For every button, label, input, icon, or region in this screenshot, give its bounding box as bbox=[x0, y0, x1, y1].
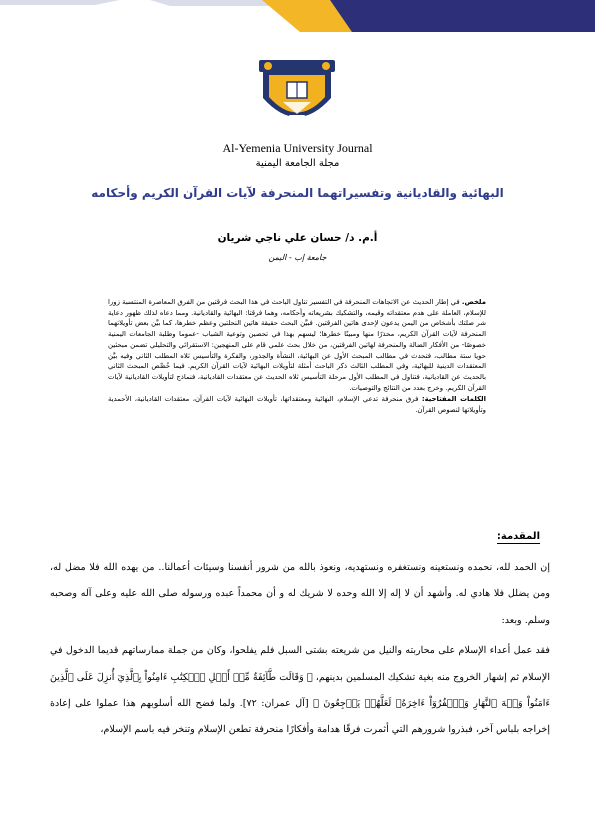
header-band bbox=[0, 0, 595, 34]
paragraph-2-start: فقد عمل أعداء الإسلام على محاربته والنيل من شريعته بشتى السبل فلم يفلحوا، وكان من جملة ممارساتهم قديما الدخول في الإسلام ثم إشهار الخروج منه بغية تشكيك المسلمين بدينهم، bbox=[50, 645, 550, 683]
author-name: أ.م. د/ حسان علي ناجي شريان bbox=[217, 232, 378, 244]
introduction-paragraph-1: إن الحمد لله، نحمده ونستعينه ونستغفره ونستهديه، ونعوذ بالله من شرور أنفسنا وسيئات أعمالنا.. من يهده الله فلا مضل له، ومن يضلل فلا هادي له. وأشهد أن لا إله إلا الله وحده لا شريك له و أن محمداً عبده ورسوله صلى الله عليه وعلى آله وصحبه وسلم. وبعد: bbox=[50, 562, 550, 626]
abstract-block bbox=[108, 297, 486, 416]
introduction-body bbox=[50, 555, 550, 744]
paragraph-2-end: [آل عمران: ٧٢]. ولما فضح الله أسلوبهم هذا عملوا على إعادة إخراجه بلباس آخر، فبذروا شرورهم التي أثمرت فرقًا هدامة وأفكارًا منحرفة تطعن الإسلام وتنخر فيه باسم الإسلام، bbox=[50, 698, 550, 736]
keywords-text: فرق منحرفة تدعي الإسلام، البهائية ومعتقداتها، تأويلات البهائية لآيات القرآن، معتقدات القاديانية، الأحمدية وتأويلاتها لنصوص القرآن. bbox=[108, 395, 486, 415]
introduction-heading: المقدمة: bbox=[496, 531, 540, 542]
quran-verse: ﴿ وَقَالَت طَّآئِفَةٌ مِّنۡ أَهۡلِ ٱلۡكِتَٰبِ ءَامِنُواْ بِٱلَّذِيٓ أُنزِلَ عَلَى ٱلَّذِينَ ءَامَنُواْ وَجۡهَ ٱلنَّهَارِ وَٱكۡفُرُوٓاْ ءَاخِرَهُۥ لَعَلَّهُمۡ يَرۡجِعُونَ ﴾ bbox=[50, 671, 550, 710]
abstract-paragraph bbox=[108, 297, 486, 393]
introduction-paragraph-2 bbox=[50, 638, 550, 744]
paper-title: البهائية والقاديانية وتفسيراتهما المنحرفة لآيات القرآن الكريم وأحكامه bbox=[91, 186, 504, 200]
keywords-paragraph bbox=[108, 394, 486, 415]
journal-name-english: Al-Yemenia University Journal bbox=[222, 141, 373, 155]
journal-name-arabic: مجلة الجامعة اليمنية bbox=[255, 158, 340, 169]
university-logo-icon bbox=[253, 58, 341, 130]
keywords-label: الكلمات المفتاحية: bbox=[421, 395, 486, 404]
author-affiliation: جامعة إب - اليمن bbox=[268, 253, 327, 262]
abstract-text: في إطار الحديث عن الاتجاهات المنحرفة في التفسير تناول الباحث في هذا البحث فرقتين من الفرق المعاصرة المنتسبة زورا للإسلام، العاملة على هدم معتقداته وقيمه، والتشكيك بشريعاته وأحكامه، وهما فرقتا: البهائية والقاديانية. ومما دعاه لذلك ظهور دعاية شر صلتك بأشخاص من اليمن يدعون لإحدى هاتين الفرقتين. فبيَّن البحث حقيقة هاتين النحلتين وعظم خطرها، كما بيَّن بعض تأويلاتهما المنحرفة لآيات القرآن الكريم، محذرًا منها ومبينًا خطرها؛ ليسهم بهذا في تحصين وتوعية الشباب -عموما وطلبة الجامعات اليمنية خصوصًا- من الأفكار الضالة والمنحرفة لهاتين الفرقتين، من خلال بحث علمي قام على المنهجين: الاستقرائي والتحليلي تضمن مبحثين حويا ستة مطالب، فتحدث في مطالب المبحث الأول عن البهائية، النشأة والجذور، والفكرة والتأسيس ثلاه المطلب الثاني وفيه بيَّن المعتقدات الدينية للبهائية، وفي المطلب الثالث ذكر الباحث أمثلة لتأويلات البهائية لآيات القرآن الكريم. فيما خُصِّص المبحث الثاني بالحديث عن القاديانية، فتناول في المطلب الأول مرحلة التأسيس ثلاه الحديث عن معتقدات القاديانية، فنماذج لتأويلات القاديانية لآيات القرآن الكريم. وخرج بعدد من النتائج والتوصيات. bbox=[108, 298, 486, 392]
abstract-label: ملخص. bbox=[461, 298, 486, 306]
header-band-graphic bbox=[0, 0, 595, 34]
